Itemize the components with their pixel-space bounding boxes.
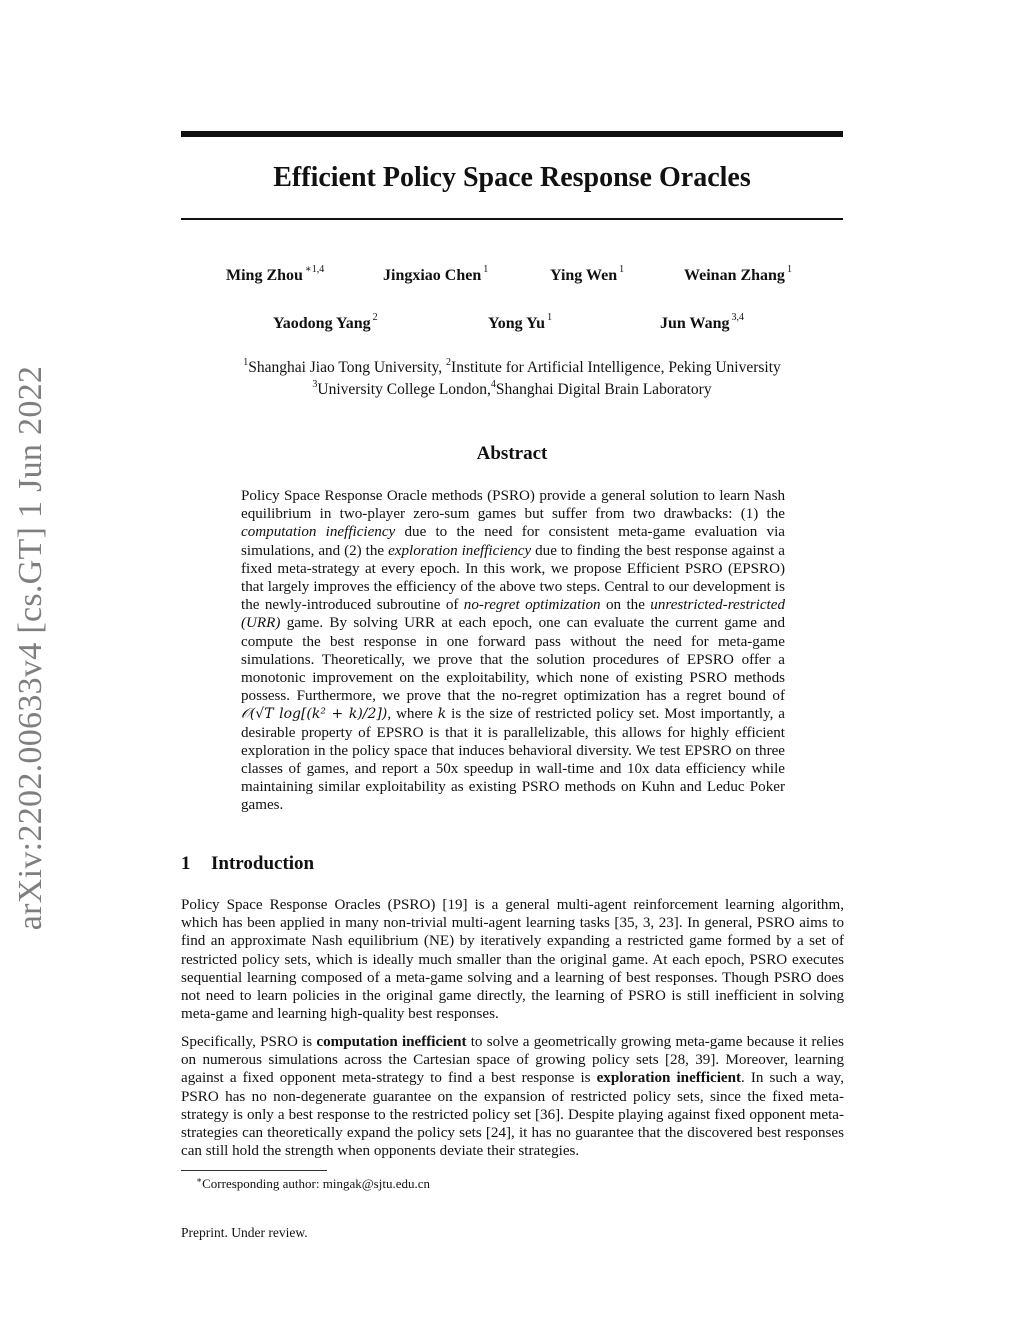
author-1: Ming Zhou $^{∗1,4}$: [226, 264, 325, 284]
author-6: Yong Yu $^1$: [488, 312, 553, 332]
author-3: Ying Wen $^1$: [550, 264, 625, 284]
arxiv-side-stamp: [3, 365, 59, 930]
affiliation-line-2: $^3$University College London,$^4$Shanghai Digital Brain Laboratory: [312, 379, 712, 398]
author-7: Jun Wang $^{3,4}$: [660, 312, 745, 332]
footnote: ∗Corresponding author: mingak@sjtu.edu.cn: [196, 1175, 431, 1191]
regret-bound-formula: 𝒪(√T log[(k² + k)/2]): [241, 706, 388, 723]
footnote-rule: [181, 1170, 327, 1171]
preprint-note: Preprint. Under review.: [181, 1225, 308, 1240]
intro-paragraph-1: Policy Space Response Oracles (PSRO) [19] is a general multi-agent reinforcement learning algorithm, which has been applied in many non-trivial multi-agent learning tasks [35, 3, 23]. In general, PSRO aims to find an approximate Nash equilibrium (NE) by iteratively expanding a restricted game formed by a set of restricted policy sets, which is ideally much smaller than the original game. At each epoch, PSRO executes sequential learning composed of a meta-game solving and a learning of best responses. Though PSRO does not need to learn policies in the original game directly, the learning of PSRO is still inefficient in solving meta-game and learning high-quality best responses.: [181, 897, 844, 1023]
author-2: Jingxiao Chen $^1$: [383, 264, 489, 284]
affiliation-line-1: $^1$Shanghai Jiao Tong University, $^2$Institute for Artificial Intelligence, Peking University: [243, 357, 781, 376]
title-rule-bottom: [181, 218, 843, 220]
arxiv-id: arXiv:2202.00633v4 [cs.GT] 1 Jun 2022: [12, 365, 50, 930]
variable-k: k: [437, 706, 447, 723]
intro-paragraph-2: Specifically, PSRO is computation inefficient to solve a geometrically growing meta-game because it relies on numerous simulations across the Cartesian space of growing policy sets [28, 39]. Moreover, learning against a fixed opponent meta-strategy to find a best response is exploration inefficient. In such a way, PSRO has no non-degenerate guarantee on the expansion of restricted policy sets, since the fixed meta-strategy is only a best response to the restricted policy set [36]. Despite playing against fixed opponent meta-strategies can theoretically expand the policy sets [24], it has no guarantee that the discovered best responses can still hold the strength when opponents deviate their strategies.: [181, 1034, 845, 1160]
author-4: Weinan Zhang $^1$: [684, 264, 792, 284]
paper-title: Efficient Policy Space Response Oracles: [273, 162, 751, 193]
section-heading-introduction: 1 Introduction: [181, 853, 315, 874]
abstract-body: Policy Space Response Oracle methods (PSRO) provide a general solution to learn Nash equilibrium in two-player zero-sum games but suffer from two drawbacks: (1) the computation inefficiency due to the need for consistent meta-game evaluation via simulations, and (2) the exploration inefficiency due to finding the best response against a fixed meta-strategy at every epoch. In this work, we propose Efficient PSRO (EPSRO) that largely improves the efficiency of the above two steps. Central to our development is the newly-introduced subroutine of no-regret optimization on the unrestricted-restricted (URR) game. By solving URR at each epoch, one can evaluate the current game and compute the best response in one forward pass without the need for meta-game simulations. Theoretically, we prove that the solution procedures of EPSRO offer a monotonic improvement on the exploitability, which none of existing PSRO methods possess. Furthermore, we prove that the no-regret optimization has a regret bound of 𝒪(√T log[(k² + k)/2]), where k is the size of restricted policy set. Most importantly, a desirable property of EPSRO is that it is parallelizable, this allows for highly efficient exploration in the policy space that induces behavioral diversity. We test EPSRO on three classes of games, and report a 50x speedup in wall-time and 10x data efficiency while maintaining similar exploitability as existing PSRO methods on Kuhn and Leduc Poker games.: [241, 488, 786, 814]
title-rule-top: [181, 131, 843, 137]
abstract-heading: Abstract: [476, 443, 548, 464]
author-5: Yaodong Yang $^2$: [273, 312, 378, 332]
